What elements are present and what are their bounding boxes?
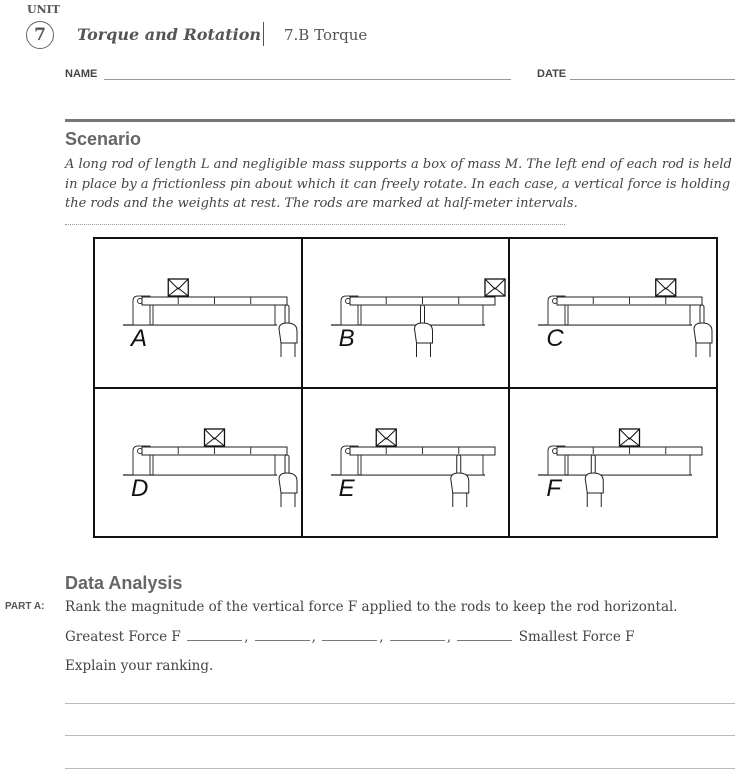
separator: , bbox=[244, 629, 249, 645]
hand-force bbox=[279, 455, 297, 507]
greatest-label: Greatest Force F bbox=[65, 629, 181, 645]
data-analysis-heading: Data Analysis bbox=[65, 573, 183, 593]
case-label: A bbox=[131, 325, 148, 352]
unit-title: Torque and Rotation bbox=[77, 25, 261, 44]
box-mass bbox=[620, 429, 640, 446]
box-mass bbox=[168, 279, 188, 296]
table-block bbox=[568, 455, 690, 475]
rod bbox=[557, 297, 702, 305]
rank-blank-3[interactable] bbox=[322, 628, 377, 641]
answer-line-1[interactable] bbox=[65, 703, 735, 704]
table-block bbox=[153, 455, 275, 475]
rod bbox=[557, 447, 702, 455]
date-label: DATE bbox=[537, 68, 567, 80]
unit-number-badge: 7 bbox=[26, 21, 54, 49]
scenario-heading: Scenario bbox=[65, 129, 142, 149]
box-mass bbox=[485, 279, 505, 296]
rod bbox=[350, 447, 495, 455]
case-label: E bbox=[338, 474, 355, 502]
case-label: C bbox=[546, 325, 564, 352]
diagram-case-e bbox=[302, 388, 510, 538]
case-label: F bbox=[546, 474, 561, 502]
answer-line-2[interactable] bbox=[65, 735, 735, 736]
diagram-grid bbox=[93, 237, 718, 538]
case-label: B bbox=[338, 325, 355, 352]
explain-prompt: Explain your ranking. bbox=[65, 658, 214, 674]
box-mass bbox=[376, 429, 396, 446]
separator: , bbox=[446, 629, 452, 645]
diagram-case-c bbox=[509, 238, 717, 388]
unit-label: UNIT bbox=[27, 3, 60, 16]
part-a-label: PART A: bbox=[5, 601, 45, 612]
answer-line-3[interactable] bbox=[65, 768, 735, 769]
rank-blank-1[interactable] bbox=[187, 628, 242, 641]
title-divider bbox=[263, 22, 264, 46]
table-block bbox=[361, 455, 483, 475]
section-title: 7.B Torque bbox=[284, 26, 368, 44]
separator: , bbox=[311, 629, 316, 645]
diagram-case-f bbox=[509, 388, 717, 538]
smallest-label: Smallest Force F bbox=[518, 629, 635, 645]
rank-blank-4[interactable] bbox=[390, 628, 445, 641]
rod bbox=[142, 297, 287, 305]
hand-force bbox=[279, 305, 297, 357]
part-a-question: Rank the magnitude of the vertical force F applied to the rods to keep the rod horizontal. bbox=[65, 599, 678, 615]
rank-blank-2[interactable] bbox=[255, 628, 310, 641]
name-field[interactable] bbox=[104, 79, 511, 80]
separator: , bbox=[379, 629, 384, 645]
scenario-text: A long rod of length L and negligible mass supports a box of mass M. The left end of each rod is held in place by a frictionless pin about which it can freely rotate. In each case, a vertical force is holding the rods and the weights at rest. The rods are marked at half-meter intervals. bbox=[65, 157, 732, 211]
hand-force bbox=[694, 305, 712, 357]
diagram-case-d bbox=[94, 388, 302, 538]
rank-blank-5[interactable] bbox=[457, 628, 512, 641]
name-label: NAME bbox=[65, 68, 98, 80]
table-block bbox=[568, 305, 690, 325]
diagram-case-a bbox=[94, 238, 302, 388]
rod bbox=[142, 447, 287, 455]
case-label: D bbox=[131, 474, 149, 502]
table-block bbox=[153, 305, 275, 325]
ranking-row bbox=[65, 628, 635, 645]
diagram-case-b bbox=[302, 238, 510, 388]
date-field[interactable] bbox=[570, 79, 735, 80]
box-mass bbox=[656, 279, 676, 296]
dotted-divider bbox=[65, 224, 565, 225]
rod bbox=[350, 297, 495, 305]
section-rule bbox=[65, 119, 735, 122]
box-mass bbox=[205, 429, 225, 446]
